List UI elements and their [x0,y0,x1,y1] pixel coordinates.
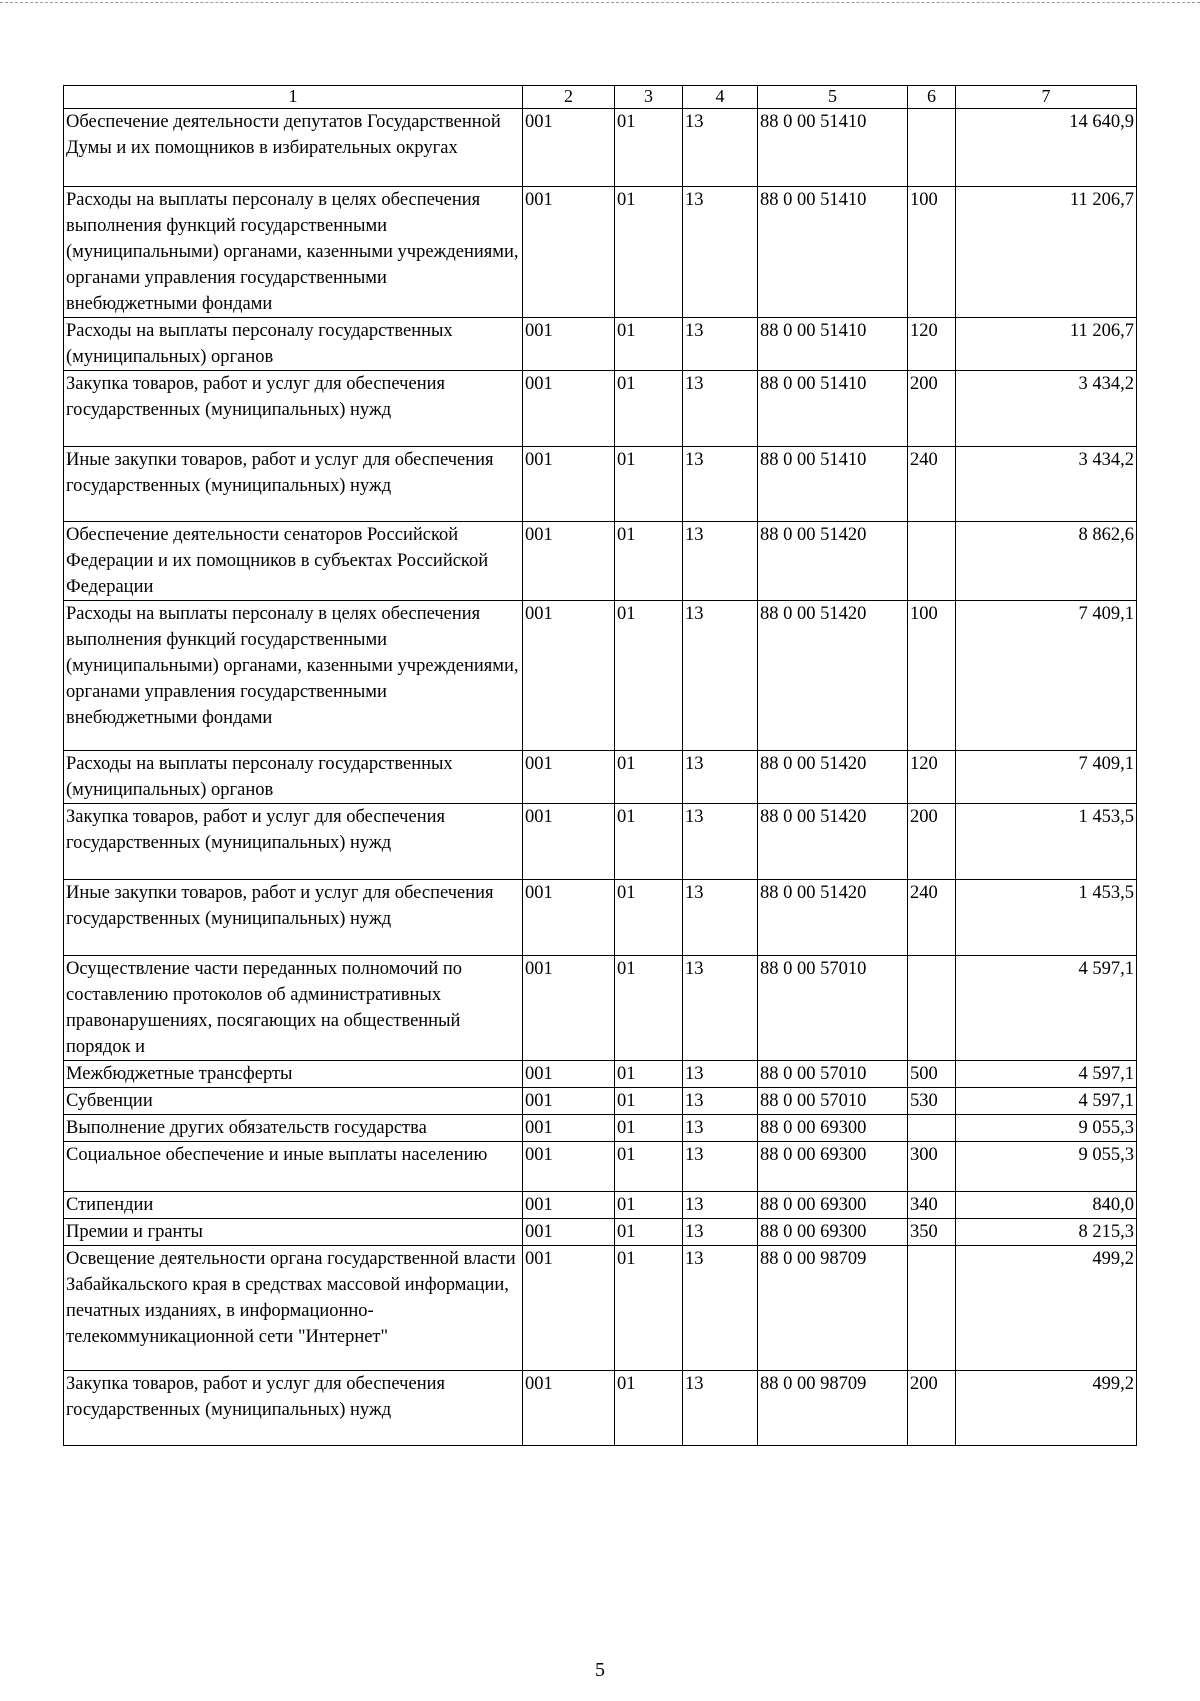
expense-type-cell [908,1115,956,1142]
code-cell: 001 [523,1088,615,1115]
table-row [64,1088,1137,1115]
subsection-cell: 13 [683,1088,758,1115]
table-row [64,1219,1137,1246]
code-cell: 001 [523,751,615,804]
code-cell: 001 [523,1192,615,1219]
section-cell: 01 [615,187,683,318]
expense-type-cell: 350 [908,1219,956,1246]
code-cell: 001 [523,318,615,371]
amount-cell: 9 055,3 [956,1142,1137,1192]
code-cell: 001 [523,880,615,956]
subsection-cell: 13 [683,1246,758,1371]
section-cell: 01 [615,1115,683,1142]
expense-type-cell [908,1246,956,1371]
amount-cell: 8 862,6 [956,522,1137,601]
expense-type-cell: 530 [908,1088,956,1115]
expense-type-cell: 100 [908,601,956,751]
section-cell: 01 [615,1088,683,1115]
table-row [64,1371,1137,1446]
row-name-cell: Осуществление части переданных полномочий по составлению протоколов об административных правонарушениях, посягающих на общественный порядок и [64,956,523,1061]
amount-cell: 8 215,3 [956,1219,1137,1246]
subsection-cell: 13 [683,1115,758,1142]
amount-cell: 499,2 [956,1246,1137,1371]
table-row [64,804,1137,880]
code-cell: 001 [523,187,615,318]
amount-cell: 1 453,5 [956,804,1137,880]
section-cell: 01 [615,109,683,187]
table-row [64,601,1137,751]
table-row [64,1142,1137,1192]
code-cell: 001 [523,1142,615,1192]
amount-cell: 9 055,3 [956,1115,1137,1142]
expense-type-cell: 240 [908,880,956,956]
row-name-cell: Расходы на выплаты персоналу государственных (муниципальных) органов [64,318,523,371]
table-row [64,187,1137,318]
target-article-cell: 88 0 00 51410 [758,109,908,187]
expense-type-cell: 100 [908,187,956,318]
code-cell: 001 [523,956,615,1061]
expense-type-cell: 300 [908,1142,956,1192]
code-cell: 001 [523,1061,615,1088]
section-cell: 01 [615,447,683,522]
target-article-cell: 88 0 00 98709 [758,1246,908,1371]
row-name-cell: Закупка товаров, работ и услуг для обеспечения государственных (муниципальных) нужд [64,1371,523,1446]
expense-type-cell [908,109,956,187]
section-cell: 01 [615,804,683,880]
subsection-cell: 13 [683,447,758,522]
budget-table [63,85,1137,1446]
expense-type-cell: 240 [908,447,956,522]
subsection-cell: 13 [683,1192,758,1219]
amount-cell: 3 434,2 [956,371,1137,447]
header-row [64,86,1137,109]
code-cell: 001 [523,1115,615,1142]
target-article-cell: 88 0 00 69300 [758,1219,908,1246]
table-row [64,522,1137,601]
row-name-cell: Выполнение других обязательств государства [64,1115,523,1142]
target-article-cell: 88 0 00 51420 [758,880,908,956]
subsection-cell: 13 [683,1371,758,1446]
expense-type-cell: 120 [908,318,956,371]
row-name-cell: Обеспечение деятельности депутатов Государственной Думы и их помощников в избирательных округах [64,109,523,187]
amount-cell: 3 434,2 [956,447,1137,522]
section-cell: 01 [615,601,683,751]
subsection-cell: 13 [683,318,758,371]
subsection-cell: 13 [683,1142,758,1192]
section-cell: 01 [615,1219,683,1246]
row-name-cell: Расходы на выплаты персоналу государственных (муниципальных) органов [64,751,523,804]
table-row [64,447,1137,522]
target-article-cell: 88 0 00 51410 [758,447,908,522]
section-cell: 01 [615,956,683,1061]
section-cell: 01 [615,522,683,601]
section-cell: 01 [615,318,683,371]
target-article-cell: 88 0 00 98709 [758,1371,908,1446]
target-article-cell: 88 0 00 51410 [758,371,908,447]
subsection-cell: 13 [683,371,758,447]
subsection-cell: 13 [683,880,758,956]
target-article-cell: 88 0 00 51410 [758,187,908,318]
row-name-cell: Расходы на выплаты персоналу в целях обеспечения выполнения функций государственными (муниципальными) органами, казенными учреждениями, органами управления государственными внебюджетными фондами [64,187,523,318]
header-cell-2: 2 [523,86,615,109]
expense-type-cell: 200 [908,1371,956,1446]
code-cell: 001 [523,522,615,601]
amount-cell: 840,0 [956,1192,1137,1219]
target-article-cell: 88 0 00 51420 [758,601,908,751]
header-cell-3: 3 [615,86,683,109]
subsection-cell: 13 [683,187,758,318]
row-name-cell: Закупка товаров, работ и услуг для обеспечения государственных (муниципальных) нужд [64,371,523,447]
code-cell: 001 [523,1371,615,1446]
table-row [64,1061,1137,1088]
section-cell: 01 [615,371,683,447]
page-number: 5 [595,1659,605,1681]
expense-type-cell [908,956,956,1061]
table-row [64,371,1137,447]
row-name-cell: Межбюджетные трансферты [64,1061,523,1088]
expense-type-cell: 200 [908,804,956,880]
subsection-cell: 13 [683,804,758,880]
amount-cell: 14 640,9 [956,109,1137,187]
target-article-cell: 88 0 00 69300 [758,1192,908,1219]
table-row [64,109,1137,187]
target-article-cell: 88 0 00 51420 [758,522,908,601]
target-article-cell: 88 0 00 51420 [758,751,908,804]
target-article-cell: 88 0 00 57010 [758,1088,908,1115]
amount-cell: 4 597,1 [956,1088,1137,1115]
section-cell: 01 [615,1371,683,1446]
row-name-cell: Стипендии [64,1192,523,1219]
code-cell: 001 [523,601,615,751]
row-name-cell: Расходы на выплаты персоналу в целях обеспечения выполнения функций государственными (муниципальными) органами, казенными учреждениями, органами управления государственными внебюджетными фондами [64,601,523,751]
table-row [64,956,1137,1061]
section-cell: 01 [615,880,683,956]
expense-type-cell: 120 [908,751,956,804]
amount-cell: 4 597,1 [956,956,1137,1061]
row-name-cell: Иные закупки товаров, работ и услуг для обеспечения государственных (муниципальных) нужд [64,880,523,956]
subsection-cell: 13 [683,751,758,804]
scan-edge-line [0,2,1200,3]
section-cell: 01 [615,751,683,804]
amount-cell: 4 597,1 [956,1061,1137,1088]
expense-type-cell: 200 [908,371,956,447]
row-name-cell: Субвенции [64,1088,523,1115]
amount-cell: 7 409,1 [956,601,1137,751]
table-row [64,751,1137,804]
amount-cell: 11 206,7 [956,187,1137,318]
row-name-cell: Иные закупки товаров, работ и услуг для обеспечения государственных (муниципальных) нужд [64,447,523,522]
code-cell: 001 [523,371,615,447]
code-cell: 001 [523,1219,615,1246]
header-cell-1: 1 [64,86,523,109]
table-row [64,1246,1137,1371]
header-cell-4: 4 [683,86,758,109]
target-article-cell: 88 0 00 57010 [758,1061,908,1088]
section-cell: 01 [615,1192,683,1219]
subsection-cell: 13 [683,1219,758,1246]
row-name-cell: Премии и гранты [64,1219,523,1246]
code-cell: 001 [523,109,615,187]
code-cell: 001 [523,1246,615,1371]
row-name-cell: Закупка товаров, работ и услуг для обеспечения государственных (муниципальных) нужд [64,804,523,880]
row-name-cell: Освещение деятельности органа государственной власти Забайкальского края в средствах массовой информации, печатных изданиях, в информационно-телекоммуникационной сети "Интернет" [64,1246,523,1371]
target-article-cell: 88 0 00 51410 [758,318,908,371]
table-row [64,1115,1137,1142]
row-name-cell: Социальное обеспечение и иные выплаты населению [64,1142,523,1192]
subsection-cell: 13 [683,109,758,187]
table-row [64,318,1137,371]
expense-type-cell: 340 [908,1192,956,1219]
table-row [64,1192,1137,1219]
section-cell: 01 [615,1061,683,1088]
target-article-cell: 88 0 00 51420 [758,804,908,880]
row-name-cell: Обеспечение деятельности сенаторов Российской Федерации и их помощников в субъектах Российской Федерации [64,522,523,601]
code-cell: 001 [523,447,615,522]
subsection-cell: 13 [683,956,758,1061]
expense-type-cell: 500 [908,1061,956,1088]
target-article-cell: 88 0 00 69300 [758,1115,908,1142]
header-cell-6: 6 [908,86,956,109]
amount-cell: 11 206,7 [956,318,1137,371]
amount-cell: 1 453,5 [956,880,1137,956]
expense-type-cell [908,522,956,601]
table-row [64,880,1137,956]
header-cell-5: 5 [758,86,908,109]
amount-cell: 7 409,1 [956,751,1137,804]
subsection-cell: 13 [683,1061,758,1088]
code-cell: 001 [523,804,615,880]
section-cell: 01 [615,1246,683,1371]
subsection-cell: 13 [683,522,758,601]
subsection-cell: 13 [683,601,758,751]
header-cell-7: 7 [956,86,1137,109]
target-article-cell: 88 0 00 69300 [758,1142,908,1192]
section-cell: 01 [615,1142,683,1192]
amount-cell: 499,2 [956,1371,1137,1446]
target-article-cell: 88 0 00 57010 [758,956,908,1061]
